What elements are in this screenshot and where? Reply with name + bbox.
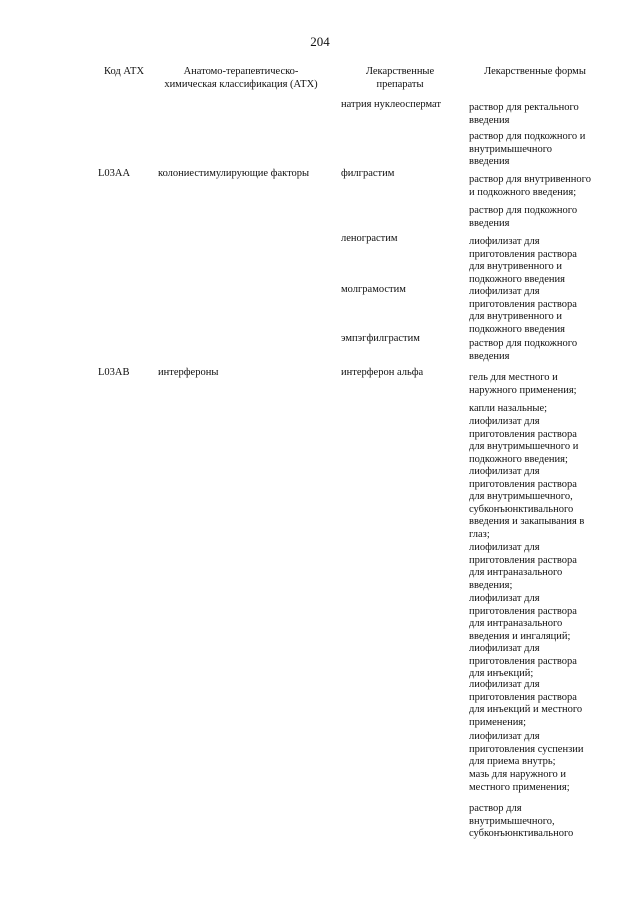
drug-name: эмпэгфилграстим [341,333,420,344]
dosage-form-line: подкожного введения [469,273,565,285]
dosage-form-line: для приема внутрь; [469,756,556,768]
dosage-form-line: раствор для внутривенного [469,174,591,185]
dosage-form-line: лиофилизат для [469,643,540,654]
dosage-form-line: приготовления раствора [469,655,577,667]
dosage-form-line: капли назальные; [469,403,548,414]
dosage-form-line: введения [469,156,510,168]
dosage-form-line: раствор для подкожного [469,205,578,216]
dosage-form-line: для внутривенного и [469,261,563,273]
dosage-form-line: раствор для подкожного [469,338,578,349]
dosage-form-line: введения [469,350,510,362]
header-classification: Анатомо-терапевтическо- химическая классификация (АТХ) [164,66,318,90]
dosage-form-line: лиофилизат для [469,593,540,604]
dosage-form-line: лиофилизат для [469,416,540,427]
dosage-form-line: приготовления раствора [469,605,577,617]
dosage-form-line: для инъекций и местного [469,704,583,716]
dosage-form-line: раствор для ректального [469,102,579,113]
dosage-form-line: субконъюнктивального [469,828,574,840]
dosage-form-line: для инъекций; [469,668,534,680]
dosage-form-line: введения; [469,579,513,591]
dosage-form-line: для интраназального [469,618,563,630]
atc-code: L03AB [98,367,130,378]
dosage-form-line: для внутримышечного, [469,491,573,503]
dosage-form-line: раствор для [469,803,522,814]
dosage-form-line: наружного применения; [469,384,577,396]
header-code: Код АТХ [103,66,145,77]
dosage-form-line: раствор для подкожного и [469,131,586,142]
dosage-form-line: внутримышечного, [469,815,555,827]
dosage-form-line: гель для местного и [469,372,558,383]
dosage-form-line: внутримышечного [469,143,553,155]
drug-name: ленограстим [341,233,398,244]
dosage-form-line: подкожного введения [469,323,565,335]
header-forms: Лекарственные формы [484,66,586,77]
dosage-form-line: лиофилизат для [469,542,540,553]
dosage-form-line: приготовления раствора [469,478,577,490]
drug-name: молграмостим [341,284,406,295]
dosage-form-line: местного применения; [469,781,570,793]
dosage-form-line: лиофилизат для [469,731,540,742]
dosage-form-line: глаз; [469,529,490,540]
dosage-form-line: приготовления суспензии [469,743,584,755]
header-drugs: Лекарственные препараты [365,66,435,90]
dosage-form-line: введения [469,217,510,229]
dosage-form-line: подкожного введения; [469,453,568,465]
dosage-form-line: для внутримышечного и [469,441,579,453]
dosage-form-line: для интраназального [469,567,563,579]
dosage-form-line: лиофилизат для [469,286,540,297]
page-number: 204 [310,34,330,49]
dosage-form-line: приготовления раствора [469,298,577,310]
dosage-form-line: введения и закапывания в [469,516,585,528]
dosage-form-line: субконъюнктивального [469,503,574,515]
atc-code: L03AA [98,168,131,179]
dosage-form-line: и подкожного введения; [469,186,577,198]
drug-name: интерферон альфа [341,367,424,378]
dosage-form-line: приготовления раствора [469,691,577,703]
dosage-form-line: мазь для наружного и [469,769,566,780]
dosage-form-line: лиофилизат для [469,679,540,690]
atc-classification: колониестимулирующие факторы [158,168,310,179]
dosage-form-line: приготовления раствора [469,554,577,566]
drug-name: натрия нуклеоспермат [341,99,442,110]
dosage-form-line: применения; [469,716,527,728]
atc-classification: интерфероны [158,367,219,378]
dosage-form-line: для внутривенного и [469,311,563,323]
dosage-form-line: приготовления раствора [469,428,577,440]
drug-name: филграстим [341,168,395,179]
dosage-form-line: введения и ингаляций; [469,630,571,642]
dosage-form-line: лиофилизат для [469,466,540,477]
dosage-form-line: лиофилизат для [469,236,540,247]
dosage-form-line: введения [469,114,510,126]
dosage-form-line: приготовления раствора [469,248,577,260]
